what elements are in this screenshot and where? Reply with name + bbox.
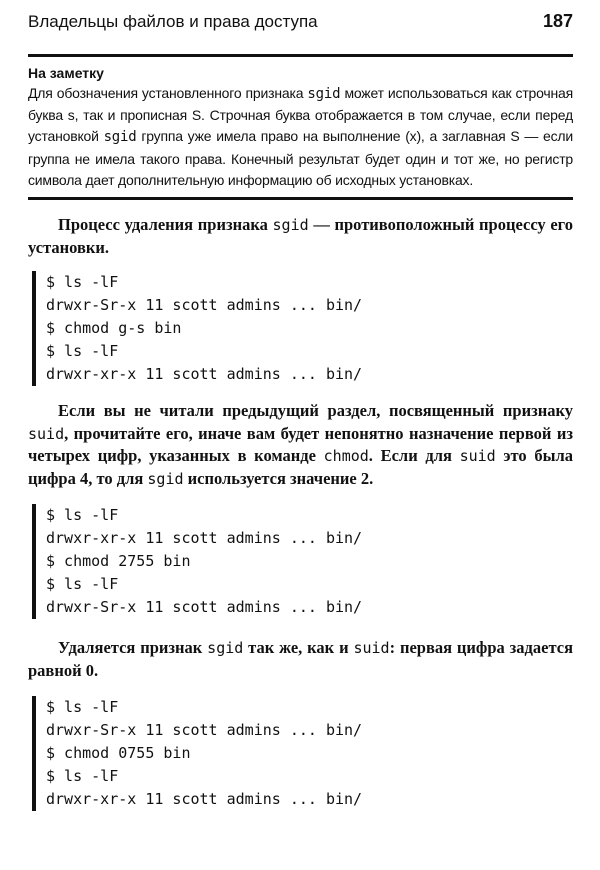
code-line: $ ls -lF	[46, 767, 119, 786]
code-block-3	[32, 696, 573, 811]
code-block-1	[32, 271, 573, 386]
code-line: $ chmod 0755 bin	[46, 744, 191, 763]
paragraph-text: Если вы не читали предыдущий раздел, посвященный признаку	[58, 401, 573, 421]
code-line: drwxr-Sr-x 11 scott admins ... bin/	[46, 296, 363, 315]
inline-code: suid	[28, 424, 65, 443]
inline-code: sgid	[147, 469, 184, 488]
paragraph-text: , прочитайте его, иначе вам будет непонятно назначение первой из четырех цифр, указанных в команде	[28, 423, 573, 466]
note-text: группа уже имела право на выполнение (x), а заглавная S — если группа не имела такого права. Конечный результат будет один и тот же, но регистр символа дает дополнительную информацию об исходных установках.	[28, 128, 573, 188]
code-line: $ ls -lF	[46, 342, 119, 361]
code-line: $ ls -lF	[46, 273, 119, 292]
inline-code: chmod	[323, 447, 369, 466]
note-code: sgid	[103, 129, 137, 146]
paragraph-text: используется значение 2.	[183, 468, 374, 488]
paragraph-chmod-digits	[28, 400, 573, 490]
inline-code: suid	[459, 447, 496, 466]
code-line: $ chmod g-s bin	[46, 319, 182, 338]
paragraph-text: — противоположный процессу его установки.	[28, 215, 573, 257]
inline-code: sgid	[272, 216, 309, 235]
code-line: drwxr-xr-x 11 scott admins ... bin/	[46, 529, 363, 548]
paragraph-remove-sgid-digit	[28, 637, 573, 682]
code-line: $ chmod 2755 bin	[46, 552, 191, 571]
code-line: $ ls -lF	[46, 506, 119, 525]
inline-code: suid	[353, 639, 390, 658]
running-header	[28, 8, 573, 34]
note-title: На заметку	[28, 65, 104, 81]
paragraph-text: Процесс удаления признака	[58, 215, 273, 235]
code-block-2	[32, 504, 573, 619]
note-box	[28, 54, 573, 200]
paragraph-text: Удаляется признак	[58, 638, 208, 658]
chapter-title: Владельцы файлов и права доступа	[28, 12, 318, 31]
code-line: drwxr-Sr-x 11 scott admins ... bin/	[46, 721, 363, 740]
inline-code: sgid	[207, 639, 244, 658]
code-line: drwxr-Sr-x 11 scott admins ... bin/	[46, 598, 363, 617]
note-text: Для обозначения установленного признака	[28, 85, 308, 101]
code-line: drwxr-xr-x 11 scott admins ... bin/	[46, 790, 363, 809]
paragraph-text: это была цифра 4, то для	[28, 446, 573, 488]
paragraph-sgid-removal	[28, 214, 573, 259]
note-code: sgid	[307, 86, 341, 102]
book-page	[28, 8, 573, 811]
paragraph-text: : первая цифра задается равной 0.	[28, 638, 574, 680]
paragraph-text: так же, как и	[243, 638, 354, 658]
note-body	[28, 83, 573, 191]
note-text: может использоваться как строчная буква s, так и прописная S. Строчная буква отображается в том случае, если перед установкой	[28, 85, 573, 145]
page-number: 187	[542, 11, 573, 31]
code-line: $ ls -lF	[46, 575, 119, 594]
code-line: drwxr-xr-x 11 scott admins ... bin/	[46, 365, 363, 384]
paragraph-text: . Если для	[368, 446, 460, 466]
code-line: $ ls -lF	[46, 698, 119, 717]
